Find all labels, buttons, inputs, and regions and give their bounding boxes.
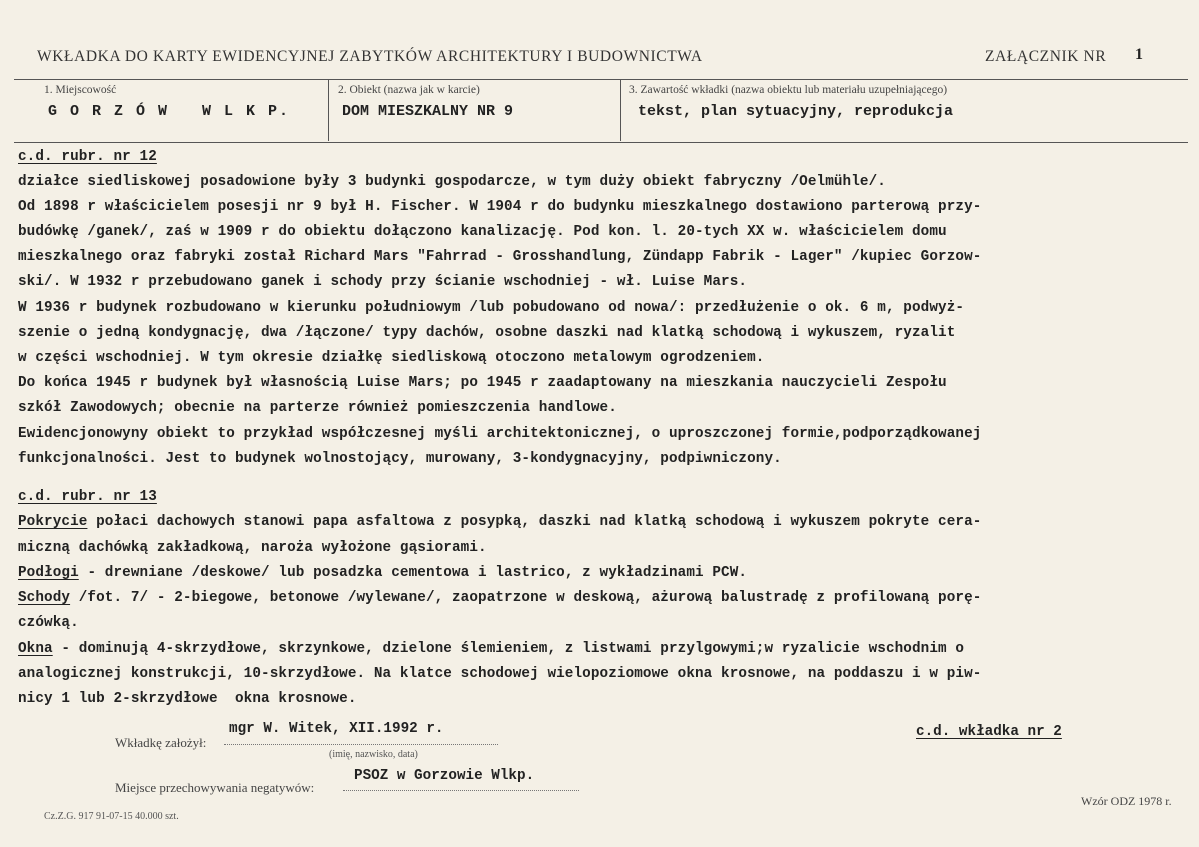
roofing-label: Pokrycie: [18, 514, 88, 530]
print-code: Cz.Z.G. 917 91-07-15 40.000 szt.: [44, 811, 179, 822]
windows-text: analogicznej konstrukcji, 10-skrzydłowe. Na klatce schodowej wielopoziomowe okna krosnowe, na poddaszu i w piw-: [18, 666, 982, 682]
stairs-text: /fot. 7/ - 2-biegowe, betonowe /wylewane/, zaopatrzone w deskową, ażurową balustradę z profilowaną porę-: [70, 590, 982, 606]
continuation-note: c.d. wkładka nr 2: [916, 724, 1062, 740]
windows-label: Okna: [18, 641, 53, 657]
section-12-line: mieszkalnego oraz fabryki został Richard Mars "Fahrrad - Grosshandlung, Zündapp Fabrik - Lager" /kupiec Gorzow-: [18, 249, 982, 265]
section-12-line: Od 1898 r właścicielem posesji nr 9 był H. Fischer. W 1904 r do budynku mieszkalnego dostawiono parterową przy-: [18, 199, 982, 215]
section-12-line: Do końca 1945 r budynek był własnością Luise Mars; po 1945 r zaadaptowany na mieszkania nauczycieli Zespołu: [18, 375, 947, 391]
windows-text: nicy 1 lub 2-skrzydłowe okna krosnowe.: [18, 691, 357, 707]
object-value: DOM MIESZKALNY NR 9: [342, 103, 514, 120]
object-label: 2. Obiekt (nazwa jak w karcie): [338, 84, 480, 96]
floors-label: Podłogi: [18, 565, 79, 581]
section-12-heading: c.d. rubr. nr 12: [18, 149, 157, 165]
section-12-line: szkół Zawodowych; obecnie na parterze również pomieszczenia handlowe.: [18, 400, 617, 416]
content-label: 3. Zawartość wkładki (nazwa obiektu lub materiału uzupełniającego): [629, 84, 948, 96]
prepared-by-label: Wkładkę założył:: [115, 735, 207, 750]
template-code: Wzór ODZ 1978 r.: [1081, 794, 1172, 808]
section-12-line: Ewidencjonowyny obiekt to przykład współczesnej myśli architektonicznej, o uproszczonej formie,podporządkowanej: [18, 426, 982, 442]
section-12-line: działce siedliskowej posadowione były 3 budynki gospodarcze, w tym duży obiekt fabryczny /Oelmühle/.: [18, 174, 886, 190]
section-12-line: funkcjonalności. Jest to budynek wolnostojący, murowany, 3-kondygnacyjny, podpiwniczony.: [18, 451, 782, 467]
attachment-number: 1: [1135, 46, 1143, 63]
section-13-heading: c.d. rubr. nr 13: [18, 489, 157, 505]
prepared-by-line: [224, 744, 498, 745]
column-divider: [328, 79, 329, 141]
floors-text: - drewniane /deskowe/ lub posadzka cementowa i lastrico, z wykładzinami PCW.: [78, 565, 748, 581]
column-divider: [620, 79, 621, 141]
roofing-text: połaci dachowych stanowi papa asfaltowa z posypką, daszki nad klatką schodową i wykuszem pokryte cera-: [87, 514, 982, 530]
stairs-paragraph: [18, 590, 981, 606]
windows-text: - dominują 4-skrzydłowe, skrzynkowe, dzielone ślemieniem, z listwami przylgowymi;w ryzalicie wschodnim o: [52, 641, 965, 657]
roofing-text: miczną dachówką zakładkową, naroża wyłożone gąsiorami.: [18, 540, 487, 556]
roofing-paragraph: [18, 514, 981, 530]
floors-paragraph: [18, 565, 747, 581]
content-value: tekst, plan sytuacyjny, reprodukcja: [638, 103, 954, 120]
negatives-storage-value: PSOZ w Gorzowie Wlkp.: [354, 768, 535, 784]
section-12-line: ski/. W 1932 r przebudowano ganek i schody przy ścianie wschodniej - wł. Luise Mars.: [18, 274, 748, 290]
negatives-storage-label: Miejsce przechowywania negatywów:: [115, 780, 315, 795]
locality-label: 1. Miejscowość: [44, 84, 117, 96]
negatives-storage-line: [343, 790, 579, 791]
card-title: WKŁADKA DO KARTY EWIDENCYJNEJ ZABYTKÓW ARCHITEKTURY I BUDOWNICTWA: [37, 48, 703, 65]
windows-paragraph: [18, 641, 964, 657]
section-12-line: szenie o jedną kondygnację, dwa /łączone/ typy dachów, osobne daszki nad klatką schodową i wykuszem, ryzalit: [18, 325, 956, 341]
section-12-line: W 1936 r budynek rozbudowano w kierunku południowym /lub pobudowano od nowa/: przedłużenie o ok. 6 m, podwyż-: [18, 300, 965, 316]
stairs-text: czówką.: [18, 615, 79, 631]
prepared-by-value: mgr W. Witek, XII.1992 r.: [229, 721, 444, 737]
attachment-label: ZAŁĄCZNIK NR: [985, 48, 1107, 65]
section-12-line: budówkę /ganek/, zaś w 1909 r do obiektu dołączono kanalizację. Pod kon. l. 20-tych XX w. właścicielem domu: [18, 224, 947, 240]
locality-value: G O R Z Ó W W L K P.: [48, 103, 291, 120]
stairs-label: Schody: [18, 590, 71, 606]
prepared-by-hint: (imię, nazwisko, data): [329, 749, 418, 760]
section-12-line: w części wschodniej. W tym okresie działkę siedliskową otoczono metalowym ogrodzeniem.: [18, 350, 765, 366]
